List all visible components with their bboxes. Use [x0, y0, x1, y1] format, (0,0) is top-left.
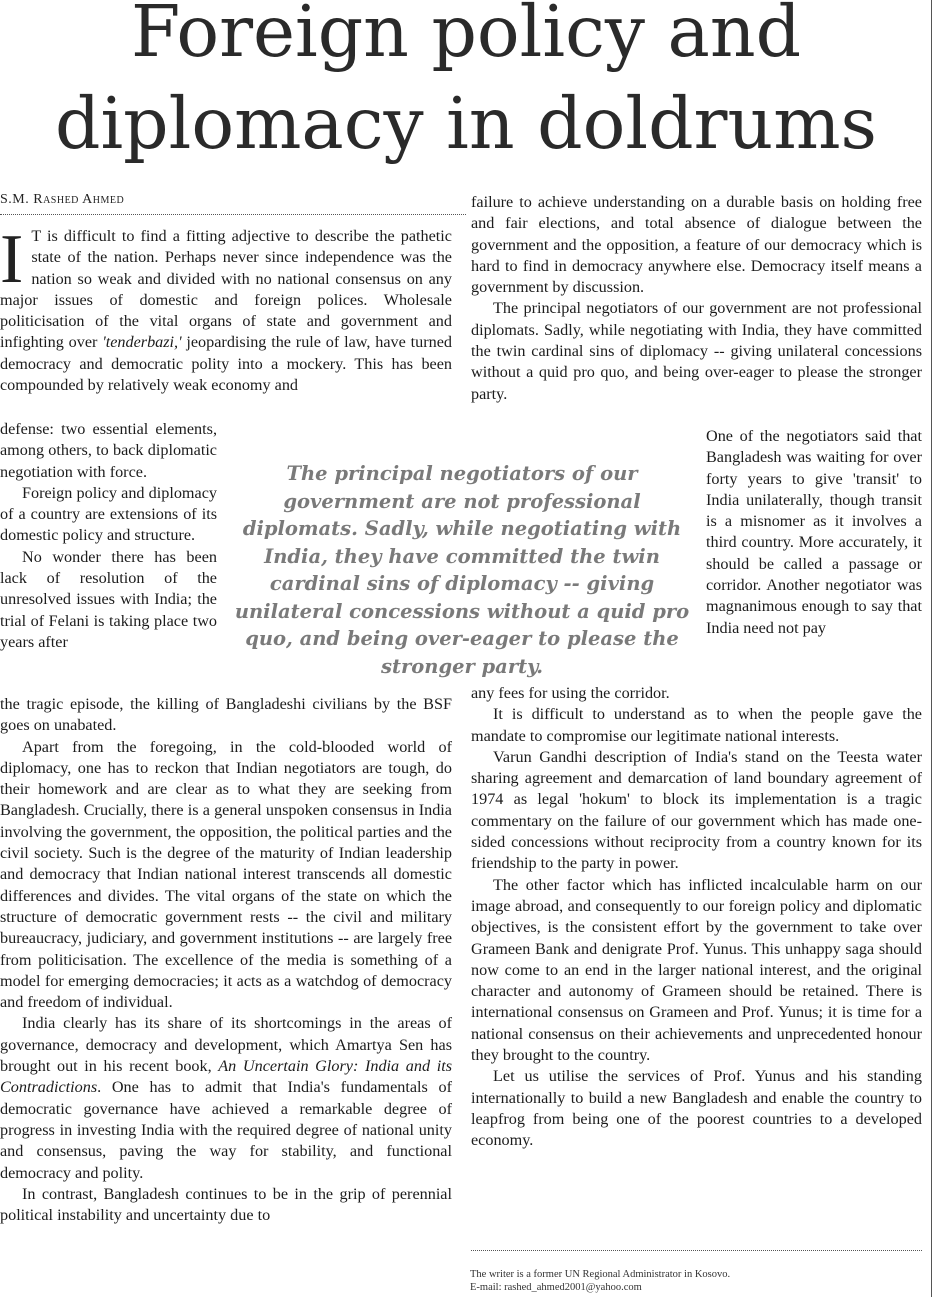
byline	[0, 192, 460, 208]
headline-line-2: diplomacy in doldrums	[55, 82, 877, 165]
col2-paragraph-3: One of the negotiators said that Bangladesh was waiting for over forty years to give 'transit' to India unilaterally, though transit is a misnomer as it involves a third country. More accurately, it should be called a passage or corridor. Another negotiator was magnanimous enough to say that India need not pay	[706, 427, 922, 637]
footer-divider	[471, 1250, 922, 1251]
col2-paragraph-2: The principal negotiators of our government are not professional diplomats. Sadly, while negotiating with India, they have committed the twin cardinal sins of diplomacy -- giving unilateral concessions without a quid pro quo, and being over-eager to please the stronger party.	[471, 299, 922, 403]
paragraph-3: No wonder there has been lack of resolution of the unresolved issues with India; the trial of Felani is taking place two years after	[0, 547, 217, 651]
book-title: An Uncertain Glory: India and its Contradictions	[0, 1057, 452, 1097]
author-bio: The writer is a former UN Regional Administrator in Kosovo.	[470, 1269, 731, 1280]
paragraph-4: Apart from the foregoing, in the cold-blooded world of diplomacy, one has to reckon that Indian negotiators are tough, do their homework and are clear as to what they are seeking from Bangladesh. Crucially, there is a general unspoken consensus in India involving the government, the opposition, the political parties and the civil society. Such is the degree of the maturity of Indian leadership and democracy that Indian national interest transcends all domestic differences and divides. The vital organs of the state on which the structure of democratic government rests -- the civil and military bureaucracy, judiciary, and government institutions -- are largely free from politicisation. The excellence of the media is something of a model for emerging democracies; it acts as a watchdog of democracy and freedom of individual.	[0, 737, 452, 1012]
col2-paragraph-5: Varun Gandhi description of India's stand on the Teesta water sharing agreement and demarcation of land boundary agreement of 1974 as legal 'hokum' to block its implementation is a tragic commentary on the failure of our government which has made one-sided concessions without reciprocity from a country known for its friendship to the party in power.	[471, 747, 922, 873]
col1-top	[0, 221, 452, 396]
col2-paragraph-7: Let us utilise the services of Prof. Yunus and his standing internationally to build a new Bangladesh and enable the country to leapfrog from being one of the poorest countries to a developed economy.	[471, 1067, 922, 1150]
paragraph-text: . One has to admit that India's fundamentals of democratic governance have achieved a remarkable degree of progress in investing India with the required degree of national unity and consensus, paving the way for stability, and functional democracy and polity.	[0, 1078, 452, 1182]
paragraph-1	[0, 221, 452, 396]
col2-paragraph-6: The other factor which has inflicted incalculable harm on our image abroad, and consequently to our foreign policy and diplomatic objectives, is the consistent effort by the government to take over Grameen Bank and denigrate Prof. Yunus. This unhappy saga should now come to an end in the larger national interest, and the original character and autonomy of Grameen should be retained. There is international consensus on Grameen and Prof. Yunus; it is time for a national consensus on their achievements and unprecedented honour they brought to the country.	[471, 875, 922, 1065]
author-name: S.M. Rashed Ahmed	[0, 192, 125, 207]
col1-bottom	[0, 694, 452, 1226]
paragraph-5	[0, 1013, 452, 1183]
drop-cap: I	[0, 221, 24, 298]
paragraph-6: In contrast, Bangladesh continues to be in the grip of perennial political instability and uncertainty due to	[0, 1184, 452, 1225]
paragraph-text: India clearly has its share of its shortcomings in the areas of governance, democracy and development, which Amartya Sen has brought out in his recent book,	[0, 1014, 452, 1076]
column-rule	[931, 0, 932, 1297]
paragraph-3-cont: the tragic episode, the killing of Bangladeshi civilians by the BSF goes on unabated.	[0, 695, 452, 735]
col2-paragraph-3-cont: any fees for using the corridor.	[471, 684, 670, 702]
byline-divider	[0, 214, 466, 215]
paragraph-text: jeopardising the rule of law, have turned democracy and democratic polity into a mockery. This has been compounded by relatively weak economy and	[0, 333, 452, 395]
col2-bottom	[471, 683, 922, 1152]
pull-quote: The principal negotiators of our government are not professional diplomats. Sadly, while negotiating with India, they have committed the twin cardinal sins of diplomacy -- giving unilateral concessions without a quid pro quo, and being over-eager to please the stronger party.	[234, 462, 690, 678]
col2-narrow	[706, 426, 922, 639]
col2-top	[471, 192, 922, 405]
col1-narrow	[0, 419, 217, 653]
author-note	[470, 1268, 930, 1294]
col2-paragraph-4: It is difficult to understand as to when the people gave the mandate to compromise our legitimate national interests.	[471, 705, 922, 745]
paragraph-2: Foreign policy and diplomacy of a country are extensions of its domestic policy and structure.	[0, 483, 217, 545]
italic-term: 'tenderbazi,'	[102, 333, 182, 352]
paragraph-1-cont: defense: two essential elements, among others, to back diplomatic negotiation with force.	[0, 420, 217, 481]
author-email: E-mail: rashed_ahmed2001@yahoo.com	[470, 1282, 642, 1293]
paragraph-text: T is difficult to find a fitting adjective to describe the pathetic state of the nation. Perhaps never since independence was the nation so weak and divided with no national consensus on any major issues of domestic and foreign polices. Wholesale politicisation of the vital organs of state and government and infighting over	[0, 227, 452, 352]
col2-paragraph-1: failure to achieve understanding on a durable basis on holding free and fair elections, and total absence of dialogue between the government and the opposition, a feature of our democracy which is hard to find in democracy anywhere else. Democracy itself means a government by discussion.	[471, 193, 922, 297]
headline-line-1: Foreign policy and	[130, 0, 802, 73]
